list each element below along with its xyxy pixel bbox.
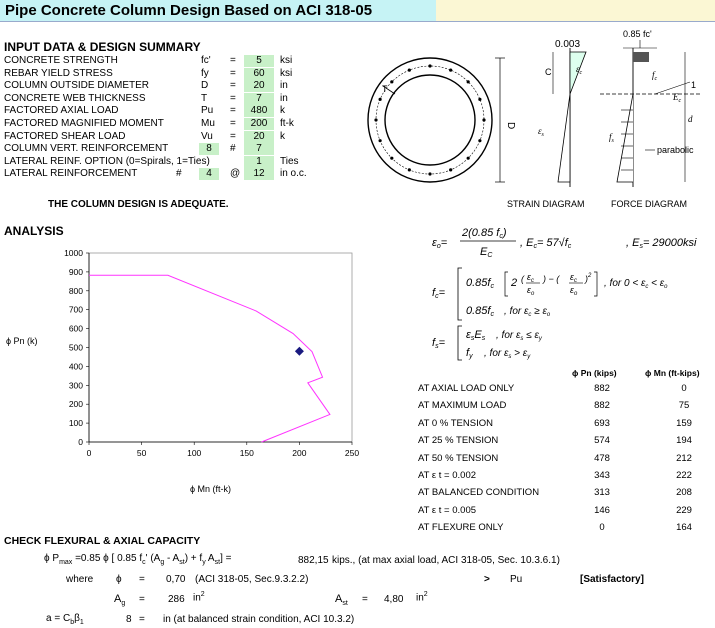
input-value[interactable]: 20 <box>244 80 274 92</box>
table-pn-value: 882 <box>594 383 610 394</box>
y-tick-label: 1000 <box>64 248 83 258</box>
y-tick-label: 600 <box>68 323 83 334</box>
input-label: COLUMN VERT. REINFORCEMENT <box>4 143 169 155</box>
a-eq: = <box>139 614 145 625</box>
a-value: 8 <box>126 614 132 625</box>
input-value[interactable]: 480 <box>244 105 274 117</box>
rebar-dot <box>449 168 452 171</box>
table-row-label: AT 25 % TENSION <box>418 435 499 447</box>
pu-label: Pu <box>510 574 523 585</box>
ec-formula: , Ec= 57√fc <box>520 237 572 250</box>
input-symbol: fy <box>201 67 209 79</box>
input-label: CONCRETE STRENGTH <box>4 55 118 66</box>
input-eq: = <box>230 55 236 66</box>
input-value[interactable]: 60 <box>244 68 274 80</box>
strain-diagram <box>507 39 586 209</box>
input-unit: k <box>280 130 285 142</box>
pmax-formula: ϕ $P_{max} =0.85$ ϕ [ 0.85 $f_c'$ $(A_g - A_{st}) + f_y$ $A_{st}$] = <box>44 553 232 566</box>
analysis-heading: ANALYSIS <box>4 224 64 238</box>
fs-case-1: εsEs <box>466 329 486 342</box>
table-row-label: AT 0 % TENSION <box>418 417 493 429</box>
ag-label: $A_g$ <box>114 593 126 608</box>
lateral-option-row <box>4 156 324 169</box>
input-symbol: Pu <box>201 105 214 117</box>
y-tick-label: 0 <box>78 437 83 447</box>
interaction-curve <box>89 275 330 442</box>
table-mn-value: 164 <box>676 522 692 534</box>
input-unit: ksi <box>280 55 293 66</box>
rebar-dot <box>408 168 411 171</box>
at-symbol: @ <box>230 168 241 180</box>
table-pn-value: 0 <box>599 522 605 534</box>
eps-o-denominator: EC <box>480 246 493 259</box>
title-bar <box>0 0 715 22</box>
input-eq: = <box>230 130 236 142</box>
strain-diagram-label: STRAIN DIAGRAM <box>507 199 585 209</box>
input-eq: = <box>230 92 236 104</box>
table-pn-value: 146 <box>594 504 610 516</box>
effective-depth-label: d <box>688 114 693 124</box>
rebar-dot <box>390 157 393 160</box>
phi-symbol: ϕ <box>116 574 122 585</box>
table-mn-value: 229 <box>676 504 692 516</box>
table-mn-value: 0 <box>681 383 687 394</box>
phi-value: 0,70 <box>166 574 186 585</box>
es-formula: , Es= 29000ksi <box>626 237 697 250</box>
y-tick-label: 300 <box>68 380 83 391</box>
table-row-label: AT BALANCED CONDITION <box>418 487 540 499</box>
table-row-label: AT ε t = 0.005 <box>418 504 477 516</box>
strain-top-label: 0.003 <box>555 39 581 50</box>
rebar-dot <box>478 98 481 101</box>
input-row <box>4 93 324 106</box>
table-pn-value: 478 <box>594 452 610 464</box>
table-row-label: AT 50 % TENSION <box>418 452 499 464</box>
fc-ratio-1-num: $\varepsilon_c$ <box>527 272 534 284</box>
force-diagram-label: FORCE DIAGRAM <box>611 199 688 209</box>
interaction-chart <box>0 244 370 504</box>
input-eq: = <box>230 80 236 92</box>
fc-ratio-1-den: $\varepsilon_o$ <box>527 285 535 297</box>
plot-area <box>89 253 352 442</box>
x-tick-label: 0 <box>86 448 92 458</box>
lateral-option-value[interactable]: 1 <box>244 156 274 168</box>
tie-size[interactable]: 4 <box>199 168 219 180</box>
fs-case-2: fy <box>466 347 473 360</box>
satisfactory-badge: [Satisfactory] <box>580 574 644 585</box>
section-diagrams <box>355 22 715 222</box>
input-eq: = <box>230 118 236 129</box>
input-label: FACTORED SHEAR LOAD <box>4 130 126 142</box>
fc-case-1: 0.85fc <box>466 277 494 290</box>
input-unit: ft-k <box>280 118 294 129</box>
x-tick-label: 250 <box>344 448 360 458</box>
pmax-note: kips., (at max axial load, ACI 318-05, Sec. 10.3.6.1) <box>332 555 560 566</box>
input-symbol: fc' <box>201 55 211 66</box>
fs-case-1-cond: , for $\varepsilon_s \le \varepsilon_y$ <box>496 330 542 342</box>
input-row <box>4 131 324 144</box>
fc-minus: ) − ( <box>543 274 560 284</box>
x-tick-label: 100 <box>187 448 202 458</box>
fs-formula-lhs: fs= <box>432 337 445 350</box>
rebar-dot <box>478 139 481 142</box>
x-axis-label: ϕ Mn (ft-k) <box>190 484 232 494</box>
rebar-dot <box>449 69 452 72</box>
fc-ratio-close: )$^2$ <box>585 273 592 284</box>
y-axis-label: ϕ Pn (k) <box>6 336 38 346</box>
table-pn-value: 693 <box>594 417 610 429</box>
fc-ratio-1: ( <box>521 274 524 284</box>
fc-ratio-2-num: $\varepsilon_c$ <box>570 272 577 284</box>
eps-c-label: $\varepsilon_c$ <box>576 64 583 76</box>
input-label: COLUMN OUTSIDE DIAMETER <box>4 80 150 92</box>
title-background-right <box>436 0 715 22</box>
eps-s-label: $\varepsilon_s$ <box>538 126 544 138</box>
input-value[interactable]: 5 <box>244 55 274 67</box>
y-tick-label: 400 <box>68 361 83 372</box>
x-tick-label: 150 <box>239 448 254 458</box>
input-label: REBAR YIELD STRESS <box>4 67 113 79</box>
neutral-axis-depth-label: C <box>545 67 552 77</box>
input-unit: k <box>280 105 285 117</box>
table-row-label: AT FLEXURE ONLY <box>418 522 504 534</box>
rebar-dot <box>379 139 382 142</box>
fs-label: $f_s$ <box>609 132 614 144</box>
page-title: Pipe Concrete Column Design Based on ACI 318-05 <box>5 2 373 19</box>
phi-eq: = <box>139 574 145 585</box>
table-pn-value: 574 <box>594 435 610 447</box>
x-tick-label: 200 <box>292 448 307 458</box>
rebar-dot <box>408 69 411 72</box>
input-symbol: T <box>201 92 208 104</box>
bar-count[interactable]: 8 <box>199 143 219 155</box>
vert-reinf-row <box>4 143 324 156</box>
fc-case-1-cond: , for $0 < \varepsilon_c < \varepsilon_o$ <box>604 278 668 290</box>
where-label: where <box>66 574 94 585</box>
input-label: LATERAL REINFORCEMENT <box>4 168 138 180</box>
input-heading: INPUT DATA & DESIGN SUMMARY <box>4 40 201 54</box>
tie-spacing[interactable]: 12 <box>244 168 274 180</box>
force-diagram <box>600 29 700 209</box>
input-unit: in <box>280 92 288 104</box>
rebar-dot <box>390 80 393 83</box>
input-symbol: D <box>201 80 209 92</box>
ag-value: 286 <box>168 594 185 605</box>
input-label: LATERAL REINF. OPTION (0=Spirals, 1=Ties) <box>4 155 210 167</box>
a-note: in (at balanced strain condition, ACI 10.3.2) <box>163 614 355 625</box>
input-label: FACTORED AXIAL LOAD <box>4 105 119 117</box>
input-row <box>4 55 324 68</box>
rebar-dot <box>467 80 470 83</box>
phi-note: (ACI 318-05, Sec.9.3.2.2) <box>195 574 309 585</box>
hash: # <box>176 168 182 180</box>
y-tick-label: 100 <box>68 418 83 429</box>
input-row <box>4 80 324 93</box>
table-row-label: AT ε t = 0.002 <box>418 470 477 481</box>
bar-size[interactable]: 7 <box>244 143 274 155</box>
pipe-cross-section <box>368 58 516 182</box>
input-row <box>4 105 324 118</box>
eps-o-formula: εo= <box>432 237 448 250</box>
col-header-mn: ϕ Mn (ft-kips) <box>645 368 700 378</box>
input-value[interactable]: 200 <box>244 118 274 130</box>
force-top-label: 0.85 fc' <box>623 29 652 39</box>
fc-case-1-factor: 2 <box>511 277 518 289</box>
check-heading: CHECK FLEXURAL & AXIAL CAPACITY <box>4 535 201 547</box>
table-mn-value: 75 <box>678 400 690 412</box>
lateral-reinf-row <box>4 168 324 181</box>
diameter-label: D <box>505 122 516 130</box>
rebar-dot <box>467 157 470 160</box>
fc-label: $f_c$ <box>652 70 658 82</box>
input-unit: in <box>280 80 288 92</box>
y-tick-label: 900 <box>68 266 83 277</box>
input-eq: = <box>230 105 236 117</box>
chart-series <box>89 275 330 442</box>
input-symbol: Mu <box>201 118 215 129</box>
table-mn-value: 208 <box>676 487 692 499</box>
table-row-label: AT AXIAL LOAD ONLY <box>418 383 515 394</box>
eps-o-numerator: 2(0.85 fc) <box>462 227 507 240</box>
fc-case-2: 0.85fc <box>466 305 494 318</box>
ast-eq: = <box>362 594 368 605</box>
hash: # <box>230 143 236 155</box>
rebar-dot <box>482 118 485 121</box>
input-value[interactable]: 20 <box>244 131 274 143</box>
table-mn-value: 212 <box>676 452 692 464</box>
fc-case-2-cond: , for $\varepsilon_c \ge \varepsilon_o$ <box>504 306 551 318</box>
input-value[interactable]: 7 <box>244 93 274 105</box>
a-formula: $a = C_b\beta_1$ <box>46 613 84 626</box>
input-row <box>4 118 324 131</box>
y-tick-label: 800 <box>68 285 83 296</box>
input-row <box>4 68 324 81</box>
table-pn-value: 882 <box>594 400 610 412</box>
formula-block <box>410 218 715 368</box>
pmax-value: 882,15 <box>298 555 329 566</box>
chart-axes <box>64 248 359 458</box>
slope-one-label: 1 <box>691 80 697 90</box>
y-tick-label: 200 <box>68 399 83 410</box>
gt-symbol: > <box>484 574 490 585</box>
y-tick-label: 500 <box>68 342 83 353</box>
ast-label: $A_{st}$ <box>335 593 348 608</box>
parabolic-label: parabolic <box>657 145 694 155</box>
table-pn-value: 343 <box>594 470 610 481</box>
rebar-dot <box>428 64 431 67</box>
table-mn-value: 194 <box>676 435 692 447</box>
rebar-dot <box>428 172 431 175</box>
table-row-label: AT MAXIMUM LOAD <box>418 400 507 412</box>
ec-label: $E_c$ <box>673 92 682 104</box>
input-eq: = <box>230 67 236 79</box>
y-tick-label: 700 <box>68 304 83 315</box>
input-unit: Ties <box>280 155 299 167</box>
table-mn-value: 222 <box>676 470 692 481</box>
ag-eq: = <box>139 594 145 605</box>
rebar-dots <box>374 64 485 175</box>
input-symbol: Vu <box>201 130 213 142</box>
load-point-marker <box>295 347 304 356</box>
rebar-dot <box>374 118 377 121</box>
fc-ratio-2-den: $\varepsilon_o$ <box>570 285 578 297</box>
input-label: FACTORED MAGNIFIED MOMENT <box>4 118 164 129</box>
fc-formula-lhs: fc= <box>432 287 445 300</box>
ag-unit: $in^2$ <box>193 591 205 604</box>
adequacy-message: THE COLUMN DESIGN IS ADEQUATE. <box>48 199 229 210</box>
input-label: CONCRETE WEB THICKNESS <box>4 92 146 104</box>
col-header-pn: ϕ Pn (kips) <box>572 368 617 378</box>
fs-case-2-cond: , for $\varepsilon_s > \varepsilon_y$ <box>484 348 531 360</box>
ast-value: 4,80 <box>384 594 404 605</box>
rebar-dot <box>379 98 382 101</box>
table-mn-value: 159 <box>676 417 692 429</box>
ast-unit: $in^2$ <box>416 591 428 604</box>
input-unit: in o.c. <box>280 168 307 180</box>
table-pn-value: 313 <box>594 487 610 499</box>
web-thickness-label: T <box>382 84 388 94</box>
input-unit: ksi <box>280 67 293 79</box>
x-tick-label: 50 <box>136 448 147 458</box>
